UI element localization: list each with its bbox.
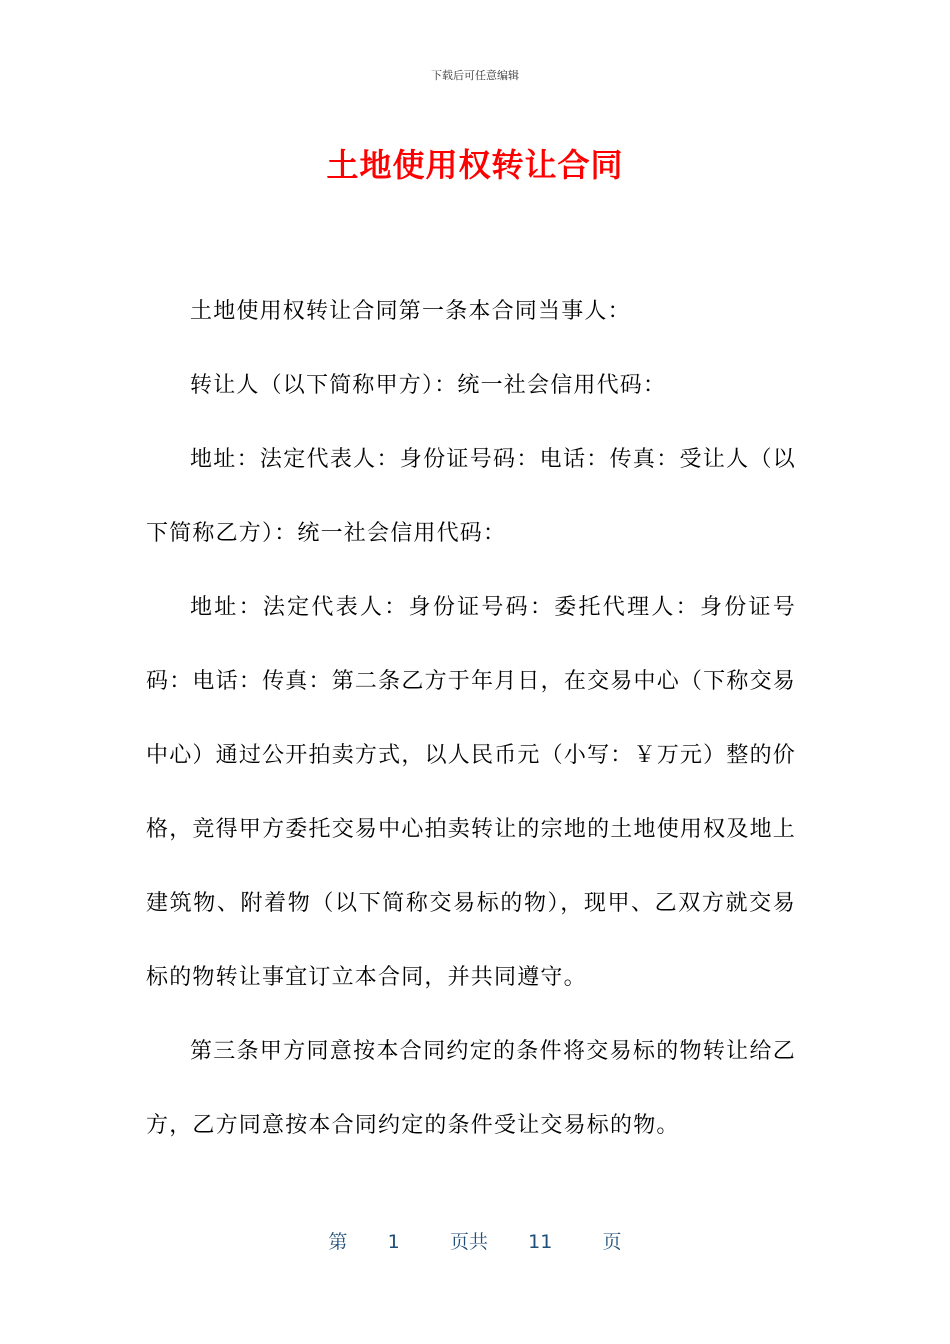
- header-note: 下载后可任意编辑: [431, 69, 519, 82]
- page-current: 1: [387, 1231, 400, 1253]
- paragraph-article-three: 第三条甲方同意按本合同约定的条件将交易标的物转让给乙方，乙方同意按本合同约定的条件受让交易标的物。: [146, 1039, 796, 1138]
- page-total: 11: [528, 1231, 553, 1253]
- paragraph-parties: 土地使用权转让合同第一条本合同当事人：: [190, 299, 631, 324]
- paragraph-transferor: 转让人（以下简称甲方）：统一社会信用代码：: [190, 373, 667, 398]
- paragraph-article-two: 地址：法定代表人：身份证号码：委托代理人：身份证号码：电话：传真：第二条乙方于年月日，在交易中心（下称交易中心）通过公开拍卖方式，以人民币元（小写：￥万元）整的价格，竞得甲方委托交易中心拍卖转让的宗地的土地使用权及地上建筑物、附着物（以下简称交易标的物），现甲、乙双方就交易标的物转让事宜订立本合同，并共同遵守。: [146, 595, 796, 990]
- page-prefix: 第: [328, 1231, 348, 1253]
- page-middle: 页共: [449, 1231, 488, 1253]
- page-footer: [0, 1227, 950, 1254]
- page-suffix: 页: [602, 1231, 622, 1253]
- document-title: 土地使用权转让合同: [326, 146, 624, 184]
- paragraph-transferor-details: 地址：法定代表人：身份证号码：电话：传真：受让人（以下简称乙方）：统一社会信用代码：: [146, 447, 796, 546]
- document-body: [146, 275, 796, 1163]
